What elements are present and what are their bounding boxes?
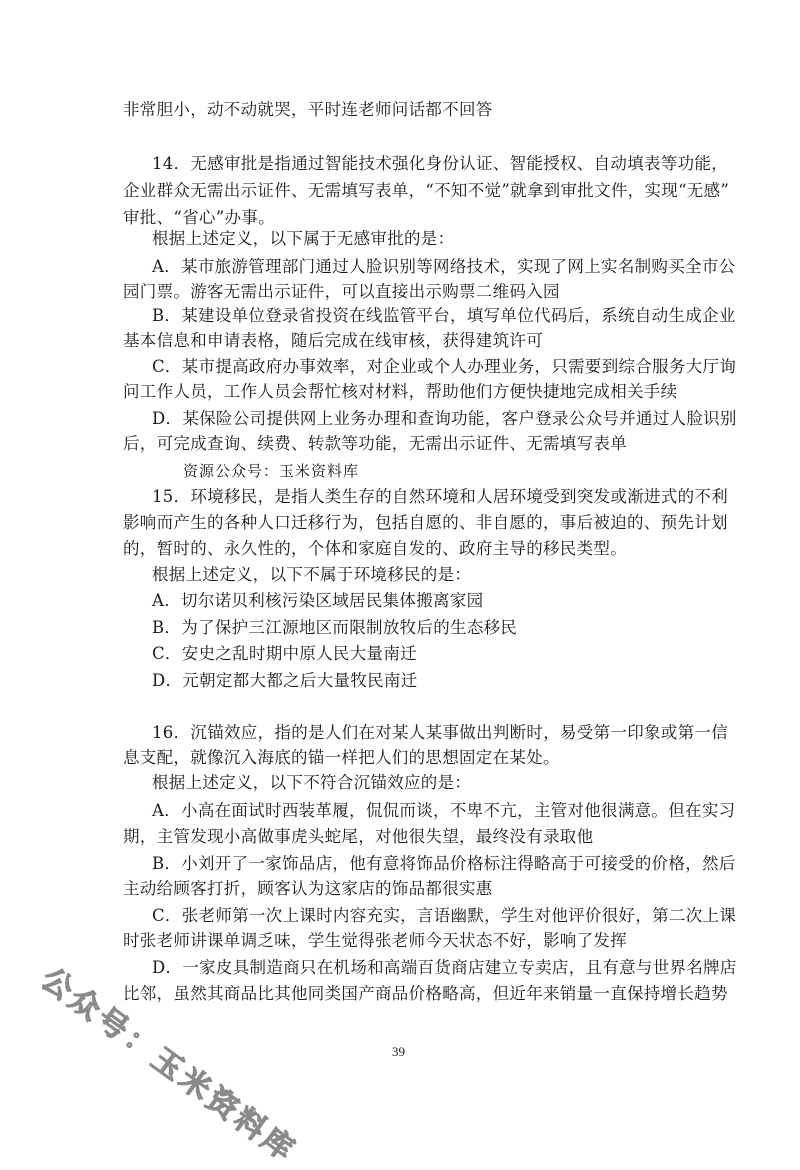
option-a: A．小高在面试时西装革履，侃侃而谈，不卑不亢，主管对他很满意。但在实习: [152, 801, 736, 820]
text-line: 企业群众无需出示证件、无需填写表单，“不知不觉”就拿到审批文件，实现“无感”: [123, 181, 730, 200]
text-line: 影响而产生的各种人口迁移行为，包括自愿的、非自愿的，事后被迫的、预先计划: [123, 513, 728, 532]
option-a: A．某市旅游管理部门通过人脸识别等网络技术，实现了网上实名制购买全市公: [152, 257, 736, 276]
text-line: 园门票。游客无需出示证件，可以直接出示购票二维码入园: [123, 282, 560, 301]
option-d: D．某保险公司提供网上业务办理和查询功能，客户登录公众号并通过人脸识别: [152, 409, 737, 428]
option-d: D．元朝定都大都之后大量牧民南迁: [152, 671, 418, 690]
text-line: 时张老师讲课单调乏味，学生觉得张老师今天状态不好，影响了发挥: [123, 931, 627, 950]
question-14-stem: 14．无感审批是指通过智能技术强化身份认证、智能授权、自动填表等功能，: [152, 154, 728, 173]
option-b: B．某建设单位登录省投资在线监管平台，填写单位代码后，系统自动生成企业: [152, 306, 736, 325]
option-c: C．安史之乱时期中原人民大量南迁: [152, 644, 417, 663]
option-c: C．张老师第一次上课时内容充实，言语幽默，学生对他评价很好，第二次上课: [152, 906, 737, 925]
watermark: 公众号：玉米资料库: [34, 961, 303, 1170]
text-line: 期，主管发现小高做事虎头蛇尾，对他很失望，最终没有录取他: [123, 827, 594, 846]
source-note: 资源公众号：玉米资料库: [183, 462, 360, 480]
page-number: 39: [392, 1044, 405, 1059]
text-line: 主动给顾客打折，顾客认为这家店的饰品都很实惠: [123, 879, 493, 898]
question-15-stem: 15．环境移民，是指人类生存的自然环境和人居环境受到突发或渐进式的不利: [152, 487, 728, 506]
text-line: 的，暂时的、永久性的，个体和家庭自发的、政府主导的移民类型。: [123, 539, 627, 558]
text-line: 比邻，虽然其商品比其他同类国产商品价格略高，但近年来销量一直保持增长趋势: [123, 984, 728, 1003]
text-line: 基本信息和申请表格，随后完成在线审核，获得建筑许可: [123, 331, 543, 350]
text-line: 息支配，就像沉入海底的锚一样把人们的思想固定在某处。: [123, 748, 560, 767]
option-c: C．某市提高政府办事效率，对企业或个人办理业务，只需要到综合服务大厅询: [152, 357, 737, 376]
text-line: 非常胆小，动不动就哭，平时连老师问话都不回答: [123, 100, 493, 119]
question-14-prompt: 根据上述定义，以下属于无感审批的是：: [152, 229, 455, 248]
text-line: 后，可完成查询、续费、转款等功能，无需出示证件、无需填写表单: [123, 434, 627, 453]
text-line: 审批、“省心”办事。: [123, 208, 275, 227]
option-d: D．一家皮具制造商只在机场和高端百货商店建立专卖店，且有意与世界名牌店: [152, 958, 737, 977]
option-b: B．小刘开了一家饰品店，他有意将饰品价格标注得略高于可接受的价格，然后: [152, 854, 736, 873]
question-16-stem: 16．沉锚效应，指的是人们在对某人某事做出判断时，易受第一印象或第一信: [152, 723, 728, 742]
question-16-prompt: 根据上述定义，以下不符合沉锚效应的是：: [152, 773, 472, 792]
option-a: A．切尔诺贝利核污染区域居民集体搬离家园: [152, 591, 484, 610]
option-b: B．为了保护三江源地区而限制放牧后的生态移民: [152, 618, 518, 637]
question-15-prompt: 根据上述定义，以下不属于环境移民的是：: [152, 565, 472, 584]
text-line: 问工作人员，工作人员会帮忙核对材料，帮助他们方便快捷地完成相关手续: [123, 382, 678, 401]
